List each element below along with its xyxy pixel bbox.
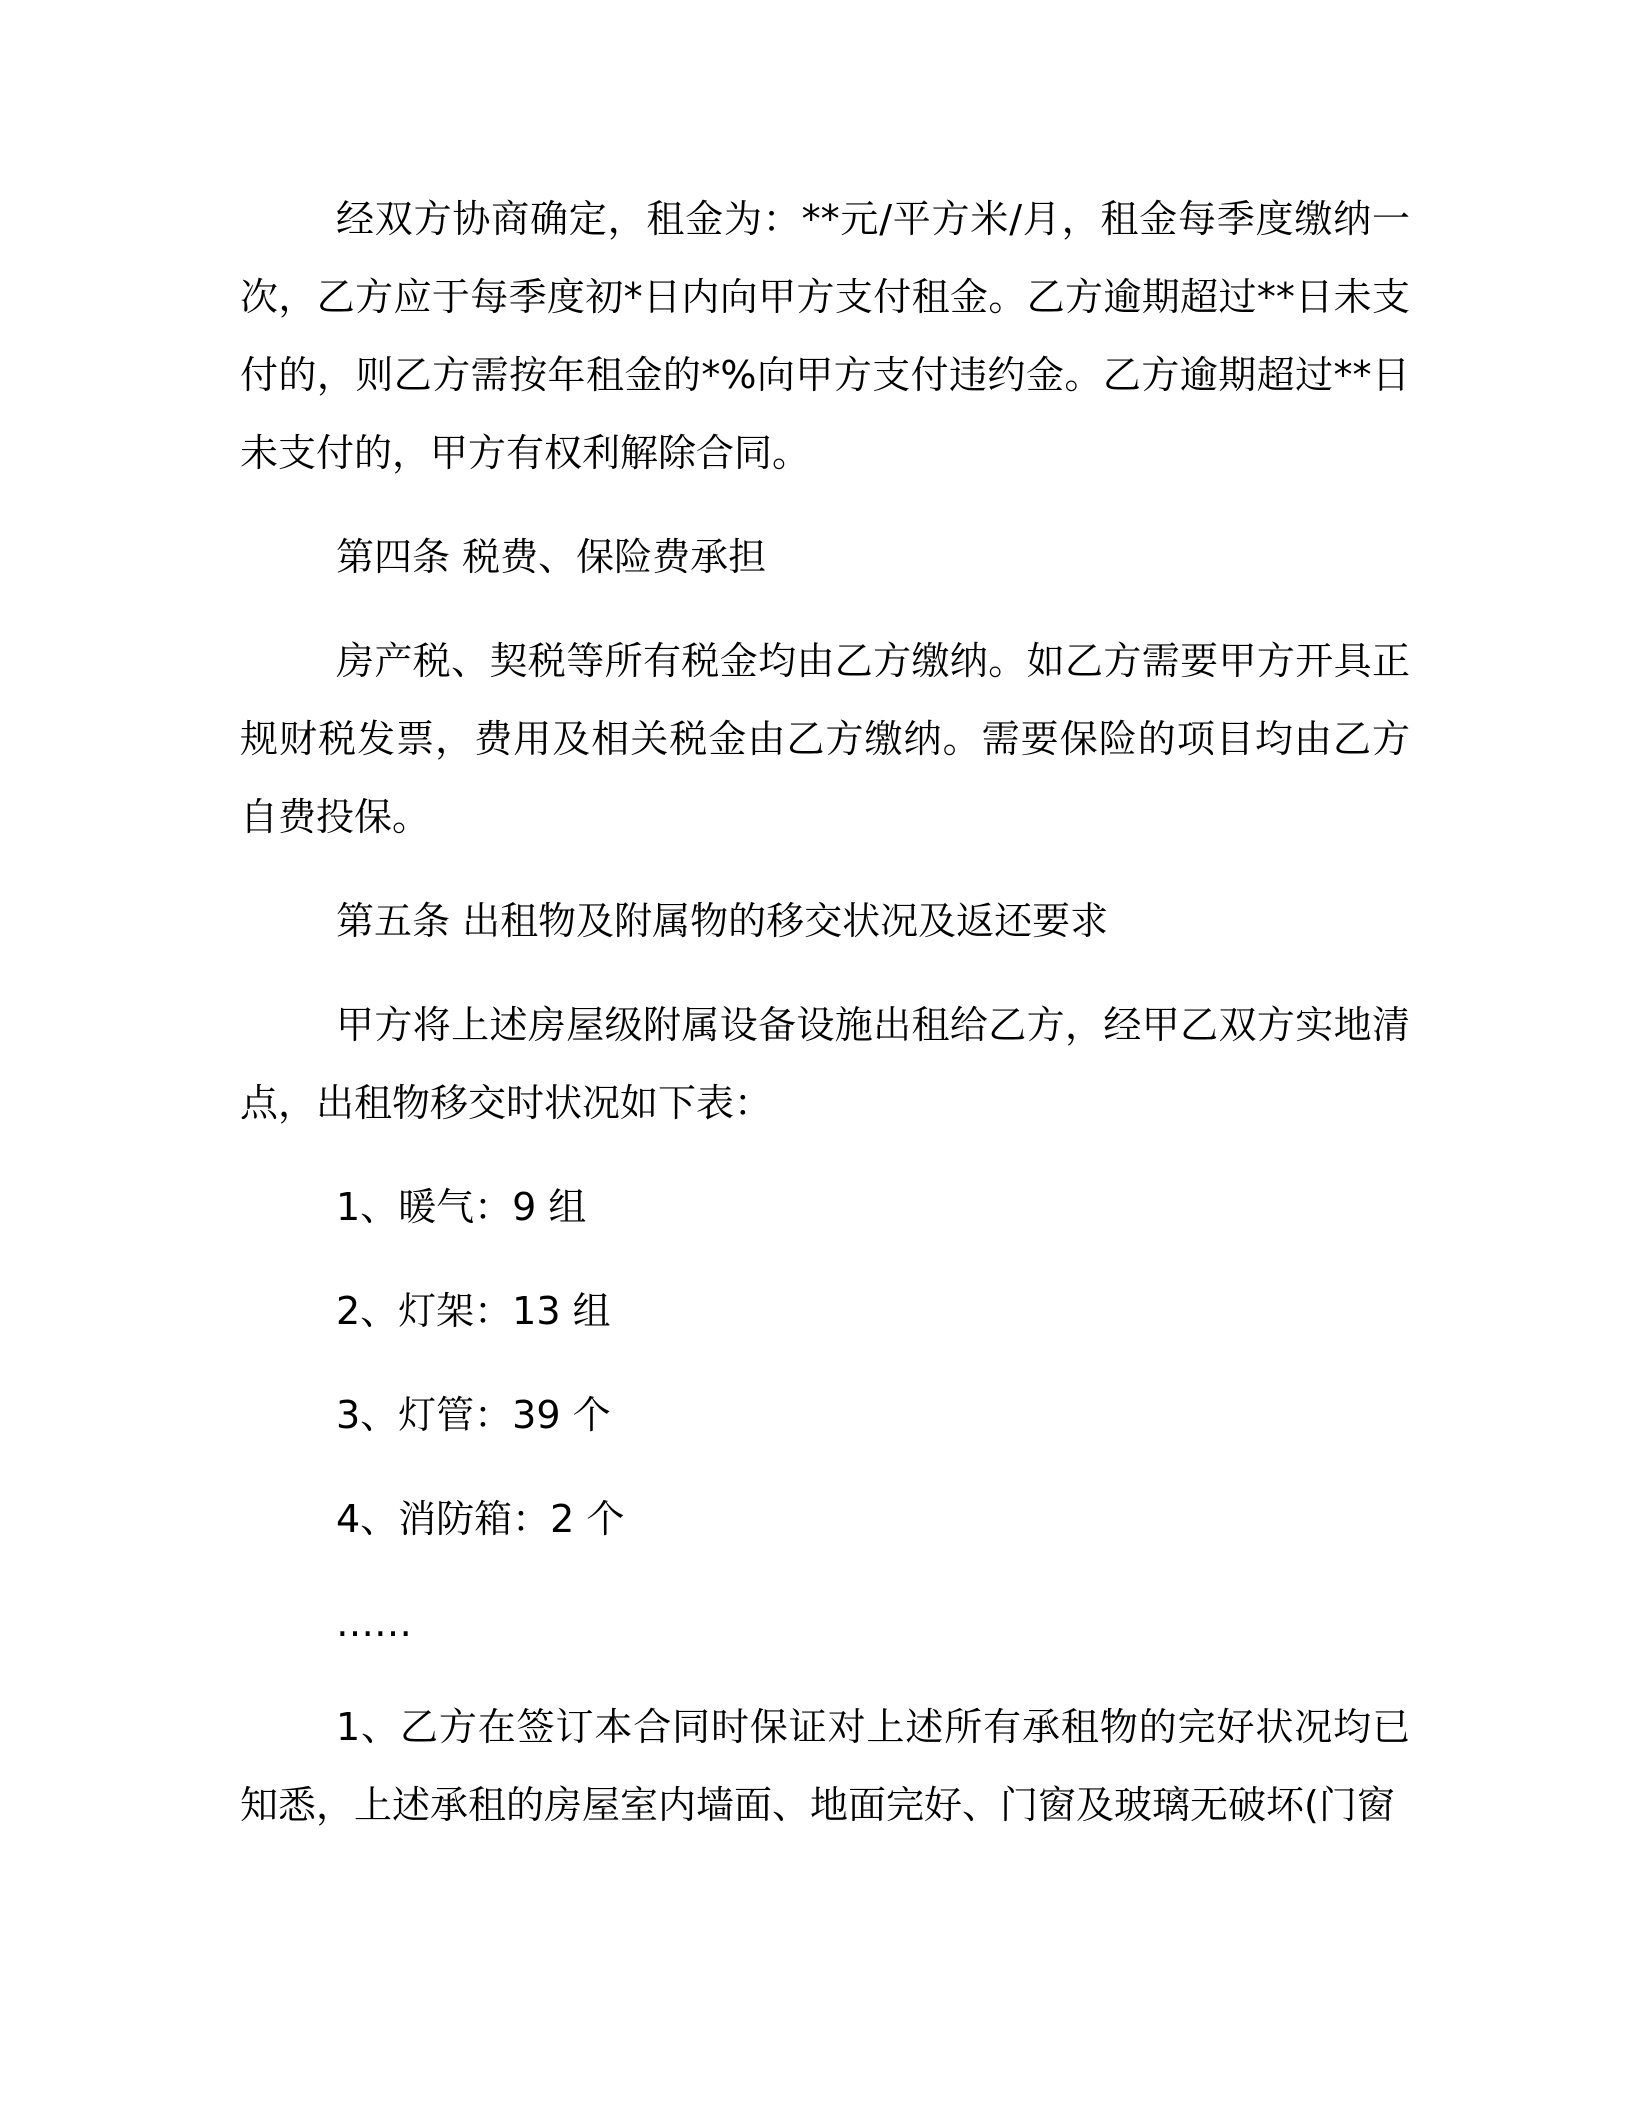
list-item-light-tubes: 3、灯管：39 个 <box>336 1393 611 1437</box>
list-item-heating: 1、暖气：9 组 <box>336 1185 587 1229</box>
document-page <box>240 180 1410 1870</box>
heading-article-4: 第四条 税费、保险费承担 <box>336 535 767 579</box>
paragraph-rent-terms: 经双方协商确定，租金为：**元/平方米/月，租金每季度缴纳一次，乙方应于每季度初*日内向甲方支付租金。乙方逾期超过**日未支付的，则乙方需按年租金的*%向甲方支付违约金。乙方逾期超过**日未支付的，甲方有权利解除合同。 <box>240 197 1410 475</box>
list-item-fire-box: 4、消防箱：2 个 <box>336 1497 625 1541</box>
paragraph-condition-acknowledgement: 1、乙方在签订本合同时保证对上述所有承租物的完好状况均已知悉，上述承租的房屋室内墙面、地面完好、门窗及玻璃无破坏(门窗 <box>240 1705 1410 1827</box>
heading-article-5: 第五条 出租物及附属物的移交状况及返还要求 <box>336 899 1109 943</box>
paragraph-taxes: 房产税、契税等所有税金均由乙方缴纳。如乙方需要甲方开具正规财税发票，费用及相关税金由乙方缴纳。需要保险的项目均由乙方自费投保。 <box>240 639 1410 839</box>
list-item-ellipsis: …… <box>336 1601 412 1645</box>
paragraph-handover: 甲方将上述房屋级附属设备设施出租给乙方，经甲乙双方实地清点，出租物移交时状况如下表： <box>240 1003 1410 1125</box>
list-item-light-frames: 2、灯架：13 组 <box>336 1289 611 1333</box>
